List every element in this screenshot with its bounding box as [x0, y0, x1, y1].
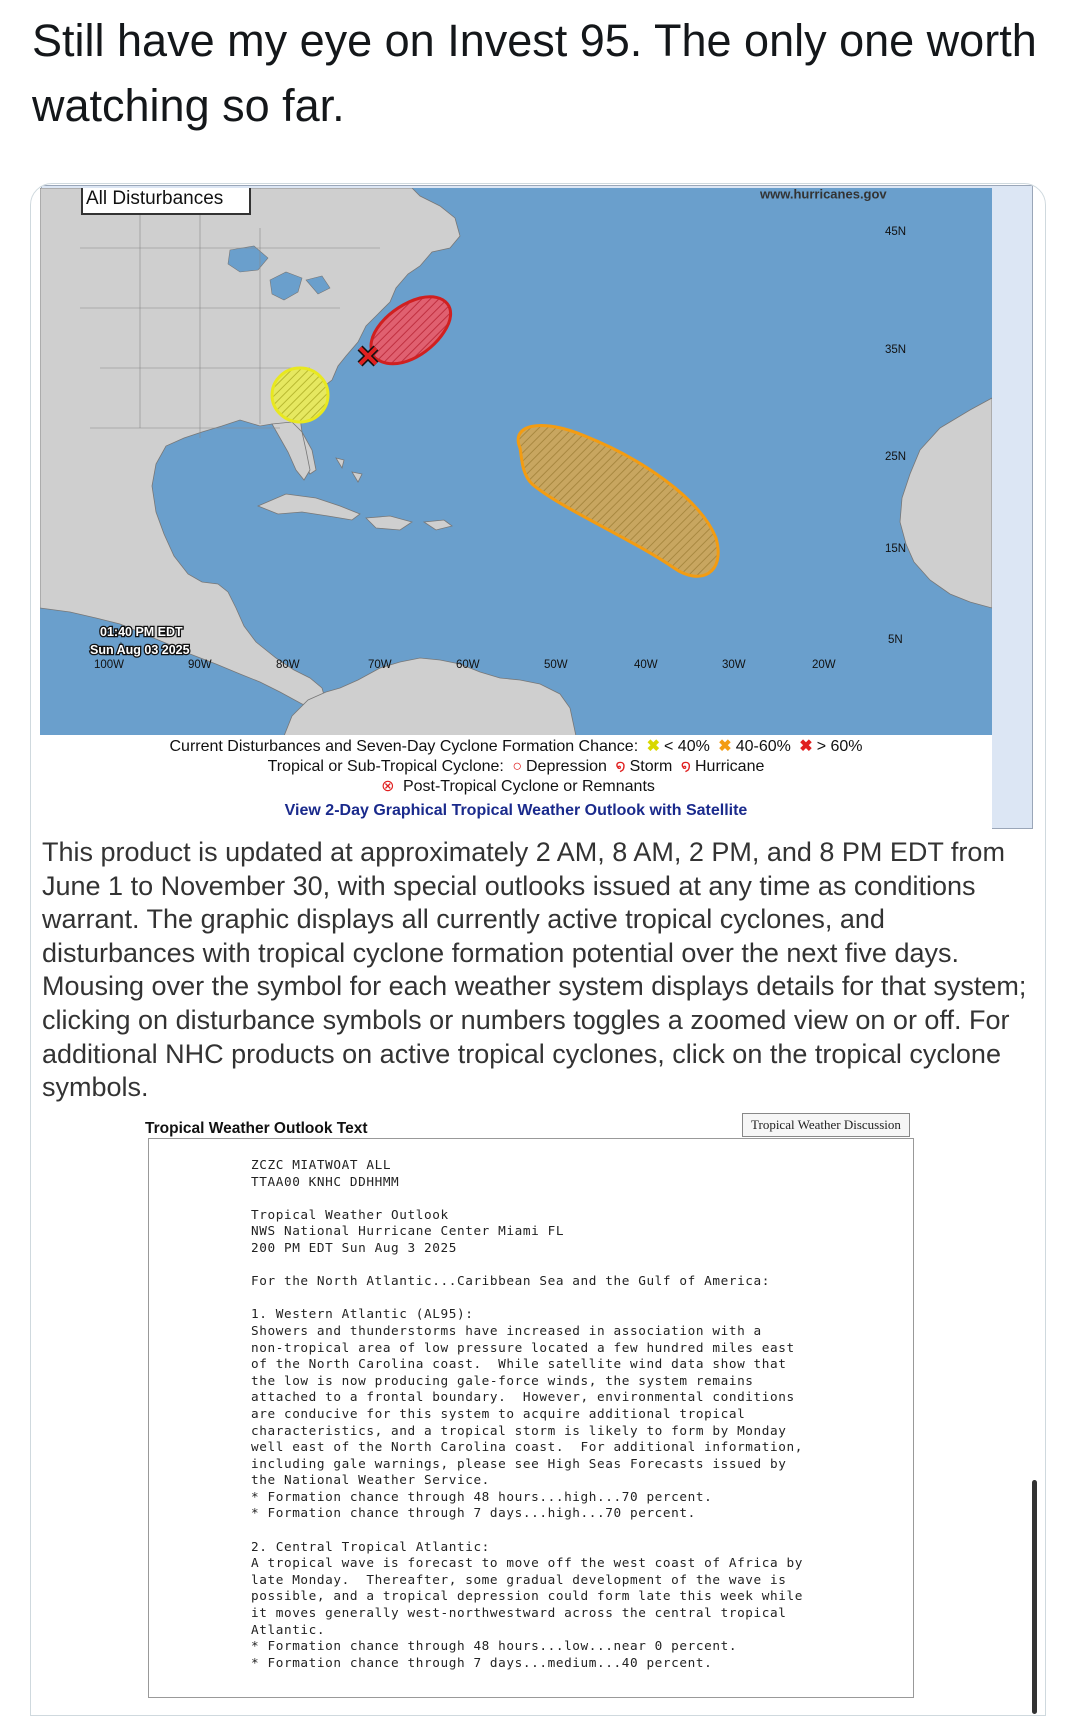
legend-high: > 60%	[816, 738, 863, 756]
medium-x-icon: ✖	[718, 738, 732, 755]
high-x-icon: ✖	[799, 738, 813, 755]
lon-label-30w: 30W	[722, 659, 746, 671]
website-label: www.hurricanes.gov	[760, 188, 887, 202]
outlook-text-box[interactable]	[148, 1138, 914, 1698]
lat-label-25n: 25N	[885, 451, 907, 463]
legend-hurricane: Hurricane	[695, 758, 765, 776]
legend-line1: Current Disturbances and Seven-Day Cyclone Formation Chance:	[169, 738, 639, 756]
hurricane-icon: ໑	[680, 758, 691, 775]
legend-medium: 40-60%	[735, 738, 791, 756]
lon-label-20w: 20W	[812, 659, 836, 671]
panel-label: All Disturbances	[86, 188, 224, 209]
lat-label-35n: 35N	[885, 344, 907, 356]
map-time: 01:40 PM EDT	[100, 625, 183, 639]
legend-line3: Post-Tropical Cyclone or Remnants	[402, 778, 655, 796]
legend-line2: Tropical or Sub-Tropical Cyclone:	[267, 758, 504, 776]
post-tropical-icon: ⊗	[381, 778, 395, 795]
product-description: This product is updated at approximately 2 AM, 8 AM, 2 PM, and 8 PM EDT from June 1 to November 30, with special outlooks issued at any time as conditions warrant. The graphic displays all currently active tropical cyclones, and disturbances with tropical cyclone formation potential over the next five days. Mousing over the symbol for each weather system displays details for that system; clicking on disturbance symbols or numbers toggles a zoomed view on or off. For additional NHC products on active tropical cyclones, click on the tropical cyclone symbols.	[42, 837, 1027, 1103]
lon-label-100w: 100W	[94, 659, 125, 671]
lat-label-5n: 5N	[888, 634, 903, 646]
map-legend	[40, 735, 992, 845]
lon-label-70w: 70W	[368, 659, 392, 671]
depression-icon: ○	[512, 758, 522, 775]
outlook-text-title: Tropical Weather Outlook Text	[145, 1120, 368, 1137]
lon-label-50w: 50W	[544, 659, 568, 671]
lat-label-15n: 15N	[885, 543, 907, 555]
storm-icon: ໑	[615, 758, 626, 775]
satellite-outlook-link[interactable]: View 2-Day Graphical Tropical Weather Outlook with Satellite	[284, 802, 748, 819]
low-x-icon: ✖	[646, 738, 661, 755]
outlook-map[interactable]	[40, 188, 992, 736]
outlook-text: ZCZC MIATWOAT ALL TTAA00 KNHC DDHHMM Tropical Weather Outlook NWS National Hurricane Center Miami FL 200 PM EDT Sun Aug 3 2025 For the North Atlantic...Caribbean Sea and the Gulf of America: 1. Western Atlantic (AL95): Showers and thunderstorms have increased in association with a non-tropical area of low pressure located a few hundred miles east of the North Carolina coast. While satellite wind data show that the low is now producing gale-force winds, the system remains attached to a frontal boundary. However, environmental conditions are conducive for this system to acquire additional tropical characteristics, and a tropical storm is likely to form by Monday well east of the North Carolina coast. For additional information, including gale warnings, please see High Seas Forecasts issued by the National Weather Service. * Formation chance through 48 hours...high...70 percent. * Formation chance through 7 days...high...70 percent. 2. Central Tropical Atlantic: A tropical wave is forecast to move off the west coast of Africa by late Monday. Thereafter, some gradual development of the wave is possible, and a tropical depression could form late this week while it moves generally west-northwestward across the central tropical Atlantic. * Formation chance through 48 hours...low...near 0 percent. * Formation chance through 7 days...medium...40 percent.	[251, 1157, 803, 1670]
legend-low: < 40%	[664, 738, 710, 756]
legend-storm: Storm	[629, 758, 673, 776]
lon-label-60w: 60W	[456, 659, 480, 671]
scrollbar[interactable]	[1032, 1480, 1037, 1714]
tropical-discussion-button[interactable]: Tropical Weather Discussion	[742, 1113, 910, 1137]
map-date: Sun Aug 03 2025	[90, 643, 190, 657]
lat-label-45n: 45N	[885, 226, 907, 238]
legend-depression: Depression	[525, 758, 607, 776]
disturbance-low-area[interactable]	[272, 368, 328, 422]
lon-label-40w: 40W	[634, 659, 658, 671]
lon-label-90w: 90W	[188, 659, 212, 671]
lon-label-80w: 80W	[276, 659, 300, 671]
post-text: Still have my eye on Invest 95. The only one worth watching so far.	[32, 15, 1037, 131]
